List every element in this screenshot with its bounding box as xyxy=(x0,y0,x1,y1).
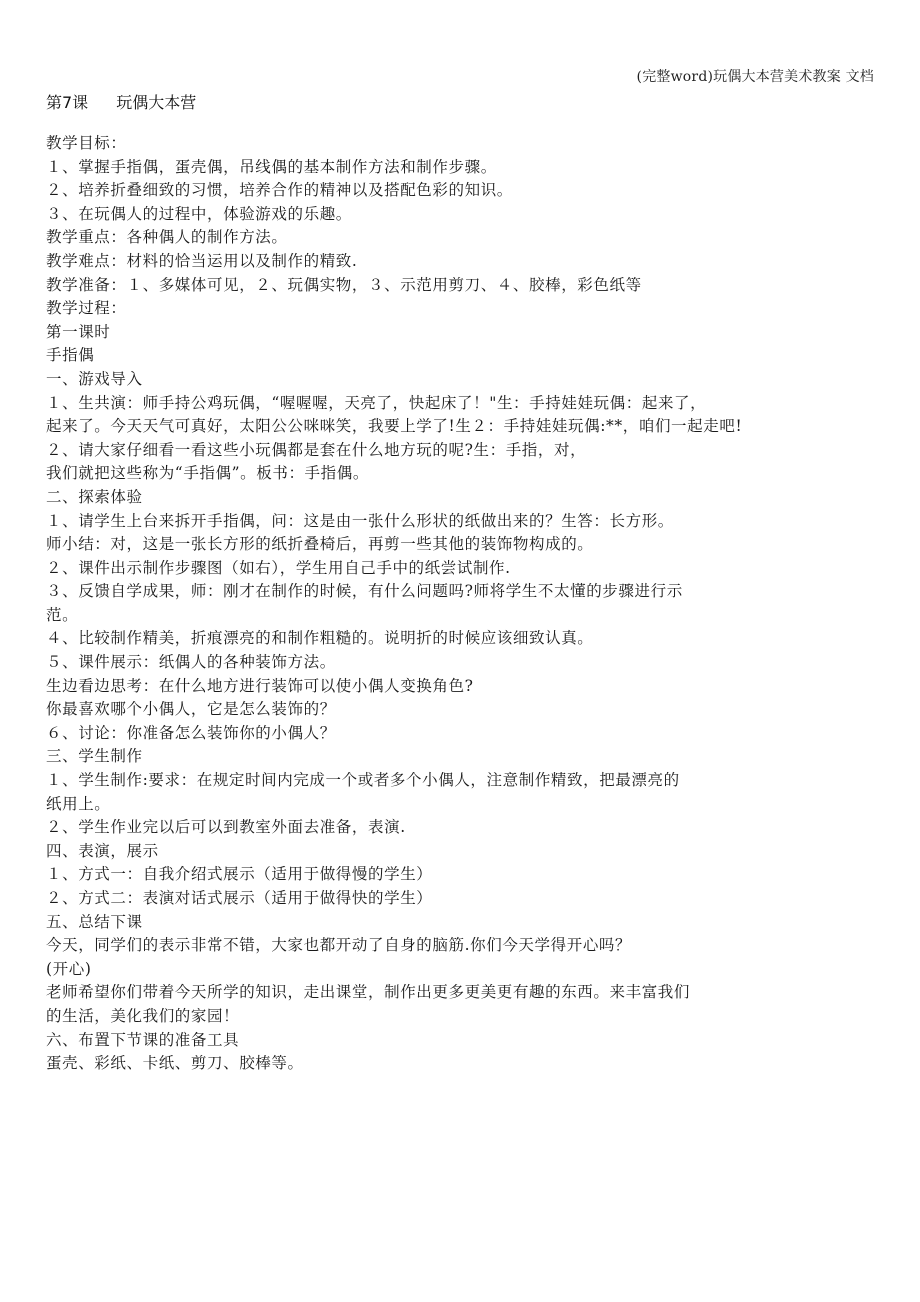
text-line: １、方式一：自我介绍式展示（适用于做得慢的学生） xyxy=(46,865,433,884)
text-line: 教学准备：１、多媒体可见，２、玩偶实物，３、示范用剪刀、４、胶棒，彩色纸等 xyxy=(46,275,642,294)
text-line: １、生共演：师手持公鸡玩偶，“喔喔喔，天亮了，快起床了！"生：手持娃娃玩偶：起来了， xyxy=(46,393,707,412)
text-line: 教学难点：材料的恰当运用以及制作的精致. xyxy=(46,251,358,270)
text-line: 四、表演，展示 xyxy=(46,841,159,860)
text-line: 教学重点：各种偶人的制作方法。 xyxy=(46,228,288,247)
text-line: 起来了。今天天气可真好，太阳公公咪咪笑，我要上学了!生２：手持娃娃玩偶:**，咱们一起走吧! xyxy=(46,417,743,436)
text-line: ４、比较制作精美，折痕漂亮的和制作粗糙的。说明折的时候应该细致认真。 xyxy=(46,629,594,648)
text-line: ２、学生作业完以后可以到教室外面去准备，表演. xyxy=(46,818,406,837)
text-line: 三、学生制作 xyxy=(46,747,143,766)
text-line: 纸用上。 xyxy=(46,794,111,813)
text-line: ２、请大家仔细看一看这些小玩偶都是套在什么地方玩的呢?生：手指，对， xyxy=(46,440,587,459)
lesson-number: 第7课 xyxy=(46,93,89,112)
text-line: 师小结：对，这是一张长方形的纸折叠椅后，再剪一些其他的装饰物构成的。 xyxy=(46,535,594,554)
text-line: 二、探索体验 xyxy=(46,487,143,506)
text-line: １、学生制作:要求：在规定时间内完成一个或者多个小偶人，注意制作精致，把最漂亮的 xyxy=(46,771,680,790)
text-line: 我们就把这些称为“手指偶”。板书：手指偶。 xyxy=(46,464,369,483)
lesson-title xyxy=(46,90,196,113)
text-line: ３、反馈自学成果，师：刚才在制作的时候，有什么问题吗?师将学生不太懂的步骤进行示 xyxy=(46,582,683,601)
text-line: 老师希望你们带着今天所学的知识，走出课堂，制作出更多更美更有趣的东西。来丰富我们 xyxy=(46,983,691,1002)
text-line: 蛋壳、彩纸、卡纸、剪刀、胶棒等。 xyxy=(46,1054,304,1073)
text-line: 的生活，美化我们的家园！ xyxy=(46,1006,240,1025)
text-line: ６、讨论：你准备怎么装饰你的小偶人？ xyxy=(46,723,336,742)
text-line: ２、培养折叠细致的习惯，培养合作的精神以及搭配色彩的知识。 xyxy=(46,181,513,200)
text-line: (开心) xyxy=(46,959,92,978)
lesson-name: 玩偶大本营 xyxy=(116,93,197,112)
text-line: ３、在玩偶人的过程中，体验游戏的乐趣。 xyxy=(46,204,352,223)
text-line: 教学过程： xyxy=(46,299,127,318)
text-line: 第一课时 xyxy=(46,322,111,341)
text-line: ２、方式二：表演对话式展示（适用于做得快的学生） xyxy=(46,889,433,907)
text-line: 范。 xyxy=(46,605,79,624)
text-line: 一、游戏导入 xyxy=(46,369,143,388)
text-line: 今天，同学们的表示非常不错，大家也都开动了自身的脑筋.你们今天学得开心吗？ xyxy=(46,936,632,955)
text-line: ２、课件出示制作步骤图（如右），学生用自己手中的纸尝试制作. xyxy=(46,558,511,577)
text-line: 五、总结下课 xyxy=(46,912,143,931)
document-header: (完整word)玩偶大本营美术教案 文档 xyxy=(636,69,874,85)
text-line: １、掌握手指偶，蛋壳偶，吊线偶的基本制作方法和制作步骤。 xyxy=(46,157,497,176)
text-line: 教学目标： xyxy=(46,134,127,152)
text-line: ５、课件展示：纸偶人的各种装饰方法。 xyxy=(46,653,336,672)
text-line: １、请学生上台来拆开手指偶，问：这是由一张什么形状的纸做出来的？生答：长方形。 xyxy=(46,511,674,530)
text-line: 六、布置下节课的准备工具 xyxy=(46,1030,240,1049)
text-line: 生边看边思考：在什么地方进行装饰可以使小偶人变换角色? xyxy=(46,676,474,695)
text-line: 手指偶 xyxy=(46,346,95,365)
document-body xyxy=(46,132,876,1076)
text-line: 你最喜欢哪个小偶人，它是怎么装饰的？ xyxy=(46,700,336,719)
